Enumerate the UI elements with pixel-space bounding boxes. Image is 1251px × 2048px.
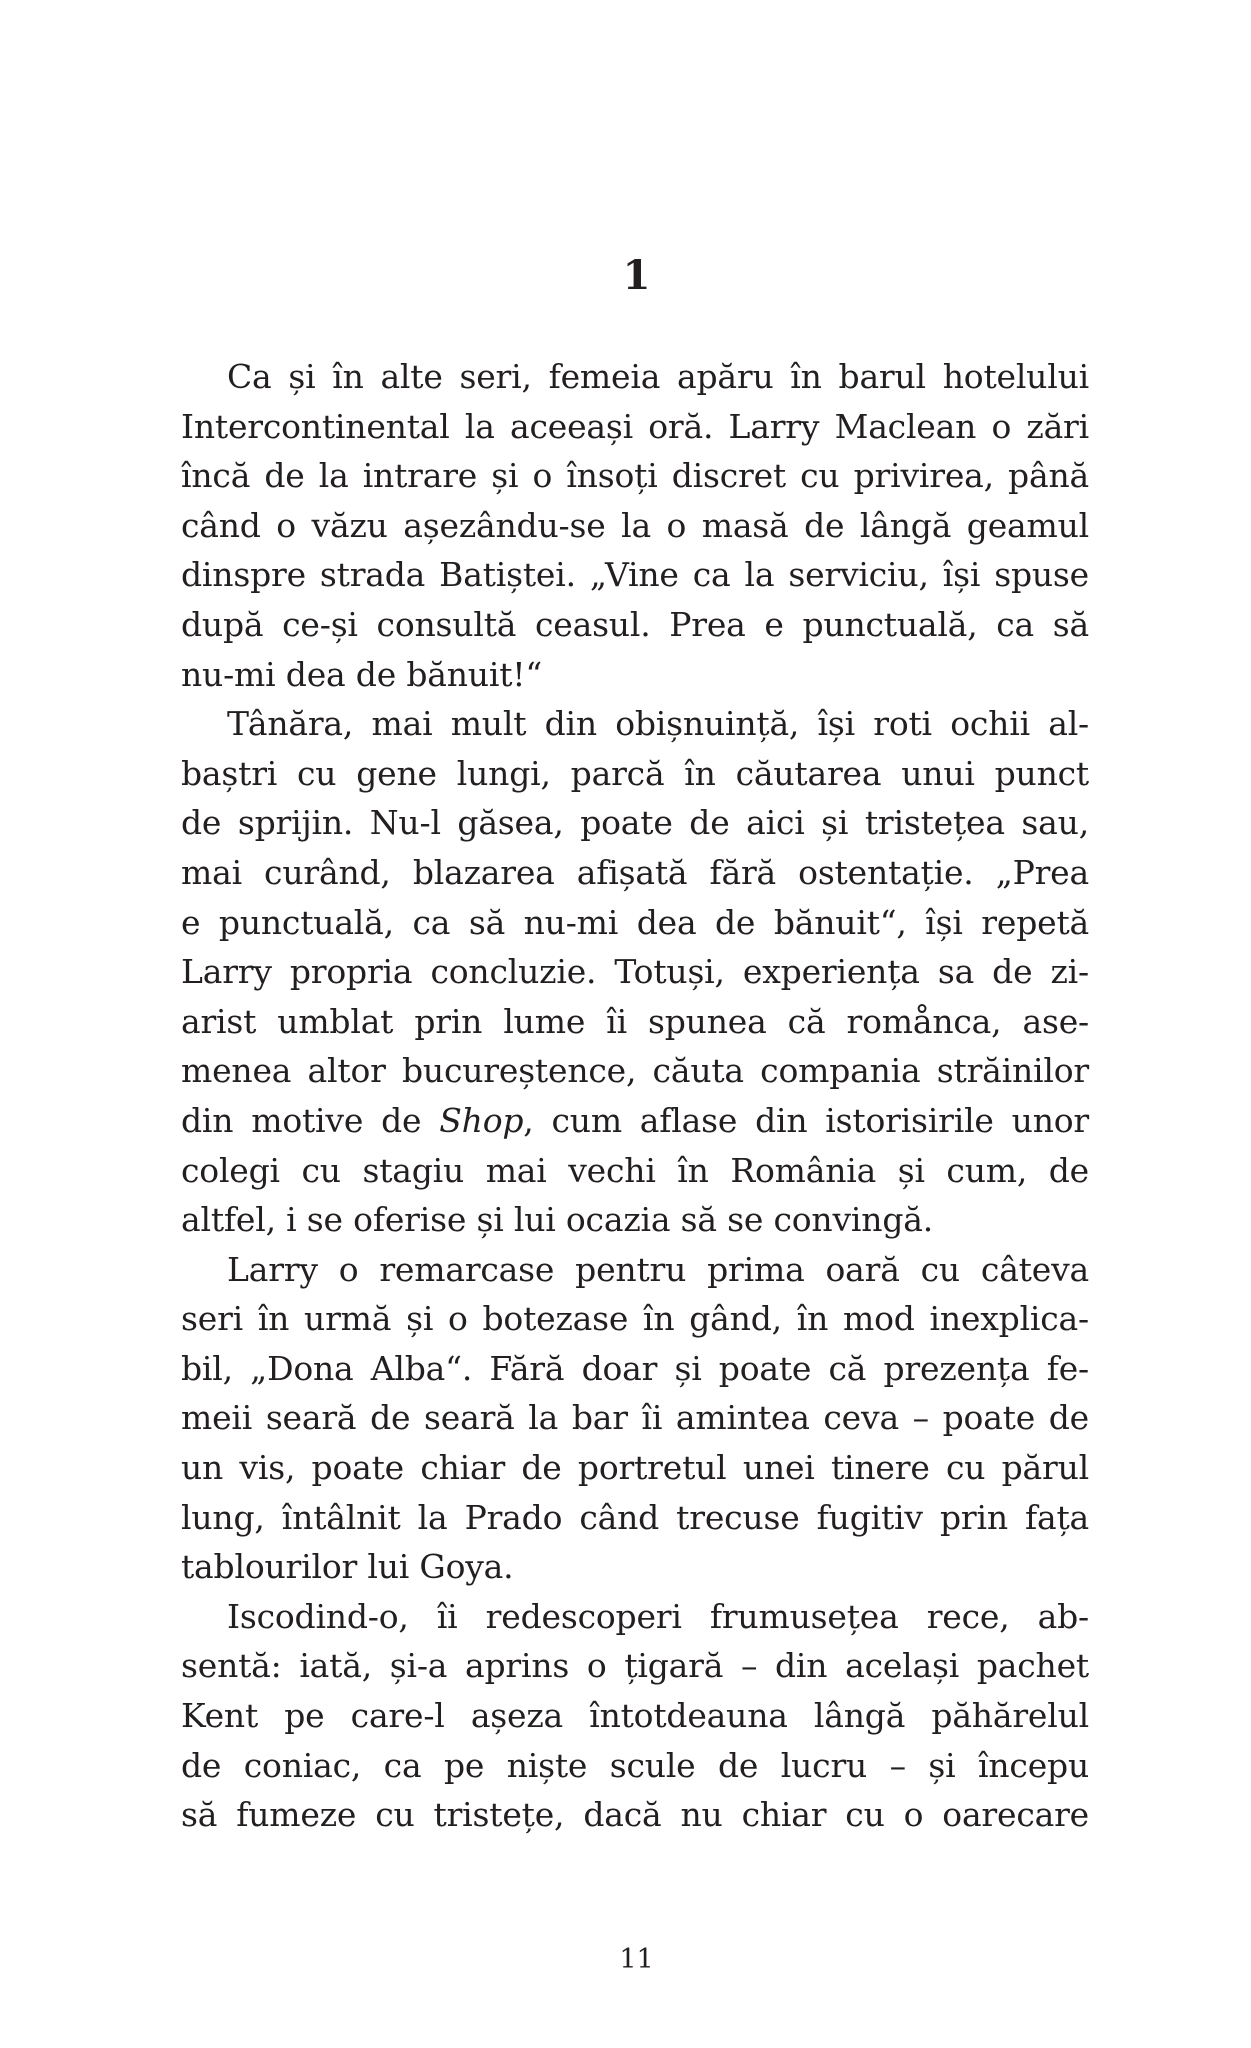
text-line: meii seară de seară la bar îi amintea ceva – poate de [181,1398,1089,1438]
text-line: să fumeze cu tristețe, dacă nu chiar cu o oarecare [181,1795,1089,1835]
text-line: seri în urmă și o botezase în gând, în mod inexplica- [181,1299,1089,1339]
text-line: Ca și în alte seri, femeia apăru în barul hotelului [227,357,1089,396]
text-line: Larry o remarcase pentru prima oară cu câteva [227,1249,1089,1289]
text-line: Larry propria concluzie. Totuși, experiența sa de zi- [181,952,1089,992]
text-line: Tânăra, mai mult din obișnuință, își roti ochii al- [227,704,1089,744]
text-line-with-italic [181,1096,1089,1146]
text-line: altfel, i se oferise și lui ocazia să se convingă. [181,1200,934,1240]
text-line: e punctuală, ca să nu-mi dea de bănuit“, își repetă [181,902,1089,942]
text-line: nu-mi dea de bănuit!“ [181,654,543,694]
text-line: mai curând, blazarea afișată fără ostentație. „Prea [181,852,1089,892]
text-line: Iscodind-o, îi redescoperi frumusețea rece, ab- [227,1596,1089,1636]
text-line: bil, „Dona Alba“. Fără doar și poate că prezența fe- [181,1348,1089,1388]
text-line: tablourilor lui Goya. [181,1547,514,1587]
text-line: de sprijin. Nu-l găsea, poate de aici și tristețea sau, [181,803,1089,843]
text-line: când o văzu așezându-se la o masă de lângă geamul [181,505,1089,545]
text-line: încă de la intrare și o însoți discret cu privirea, până [181,456,1089,496]
text-line: dinspre strada Batiștei. „Vine ca la serviciu, își spuse [181,555,1089,595]
page-body-text [181,352,1089,1840]
text-line: colegi cu stagiu mai vechi în România și cum, de [181,1150,1089,1190]
text-line: sentă: iată, și-a aprins o țigară – din același pachet [181,1646,1089,1686]
text-segment: , cum aflase din istorisirile unor [523,1100,1090,1140]
text-line: Intercontinental la aceeași oră. Larry Maclean o zări [181,406,1089,446]
text-line: arist umblat prin lume îi spunea că romånca, ase- [181,1001,1089,1041]
text-line: după ce-și consultă ceasul. Prea e punctuală, ca să [181,604,1089,644]
text-line: de coniac, ca pe niște scule de lucru – și începu [181,1745,1089,1785]
text-line: menea altor bucureștence, căuta compania străinilor [181,1051,1089,1091]
text-line: un vis, poate chiar de portretul unei tinere cu părul [181,1448,1089,1488]
text-line: lung, întâlnit la Prado când trecuse fugitiv prin fața [181,1497,1089,1537]
text-line: Kent pe care-l așeza întotdeauna lângă păhărelul [181,1696,1089,1736]
page-number: 11 [619,1944,654,1975]
text-line: baștri cu gene lungi, parcă în căutarea unui punct [181,753,1089,793]
chapter-number: 1 [622,252,651,299]
italic-word: Shop [439,1100,524,1140]
text-segment: din motive de [181,1100,440,1140]
